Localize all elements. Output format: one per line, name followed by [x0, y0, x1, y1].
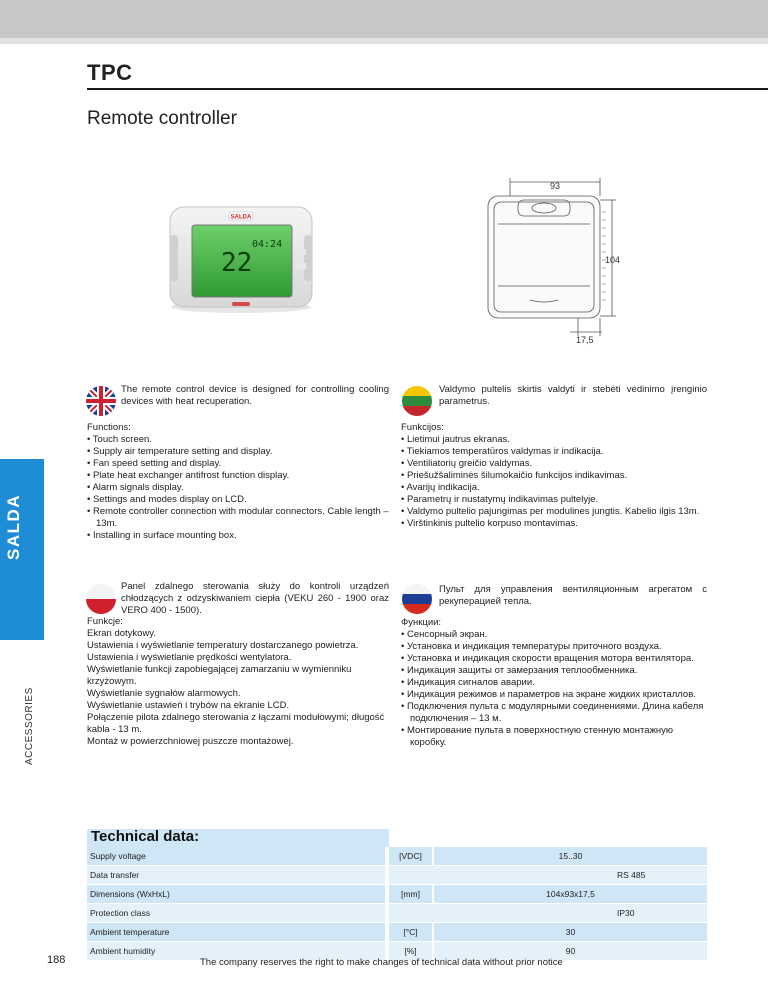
- sidebar-section-label: ACCESSORIES: [24, 687, 35, 765]
- list-item: • Fan speed setting and display.: [87, 458, 222, 469]
- list-item: • Settings and modes display on LCD.: [87, 494, 247, 505]
- table-cell-unit: [VDC]: [389, 847, 432, 865]
- dim-width: 93: [550, 181, 561, 191]
- list-item: Wyświetlanie funkcji zapobiegającej zamarzaniu w wymienniku krzyżowym.: [87, 664, 352, 687]
- page-subtitle: Remote controller: [87, 108, 237, 129]
- list-item: Ustawienia i wyświetlanie temperatury dostarczanego powietrza.: [87, 640, 359, 651]
- top-band-light: [0, 38, 768, 44]
- uk-flag-icon: [86, 386, 116, 416]
- table-cell-value: 15..30: [434, 847, 707, 865]
- table-row: [87, 923, 707, 941]
- svg-text:22: 22: [221, 248, 253, 278]
- svg-text:04:24: 04:24: [252, 239, 283, 250]
- dimension-drawing: [470, 176, 630, 346]
- lt-functions: [401, 422, 707, 530]
- list-item: Połączenie pilota zdalnego sterowania z łączami modułowymi; długość kabla - 13 m.: [87, 712, 385, 735]
- table-cell-value: 30: [434, 923, 707, 941]
- table-cell-label: Protection class: [90, 908, 150, 918]
- tech-data-header: [87, 829, 389, 847]
- pl-functions: [87, 616, 389, 748]
- table-cell-unit: [mm]: [389, 885, 432, 903]
- table-cell-label: Dimensions (WxHxL): [90, 889, 170, 899]
- dim-height: 104: [605, 255, 621, 265]
- page-title: TPC: [87, 60, 133, 85]
- list-item: • Parametrų ir nustatymų indikavimas pultelyje.: [401, 494, 599, 505]
- table-cell-label: Ambient temperature: [90, 927, 170, 937]
- device-photo: [166, 205, 316, 315]
- list-item: • Lietimui jautrus ekranas.: [401, 434, 510, 445]
- tech-data-table: [87, 847, 707, 961]
- en-intro: The remote control device is designed for controlling cooling devices with heat recuperation.: [121, 384, 389, 407]
- list-item: Ustawienia i wyświetlanie prędkości wentylatora.: [87, 652, 292, 663]
- en-heading: Functions:: [87, 422, 131, 433]
- lt-heading: Funkcijos:: [401, 422, 444, 433]
- list-item: • Ventiliatorių greičio valdymas.: [401, 458, 533, 469]
- tech-data-title: Technical data:: [91, 828, 200, 845]
- table-row: [87, 904, 707, 922]
- table-cell-label: Supply voltage: [90, 851, 146, 861]
- list-item: Ekran dotykowy.: [87, 628, 156, 639]
- table-cell-value: 90: [434, 942, 707, 960]
- sidebar-brand-label: SALDA: [4, 493, 23, 560]
- list-item: • Virštinkinis pultelio korpuso montavimas.: [401, 518, 578, 529]
- table-row: [87, 866, 707, 884]
- device-logo: SALDA: [230, 214, 252, 221]
- table-cell-value: IP30: [617, 908, 635, 918]
- list-item: • Установка и индикация температуры приточного воздуха.: [401, 641, 662, 652]
- list-item: • Remote controller connection with modular connectors. Cable length – 13m.: [87, 506, 389, 529]
- pl-intro: Panel zdalnego sterowania służy do kontroli urządzeń chłodzących z odzyskiwaniem ciepła (VEKU 260 - 1900 oraz VERO 400 - 1500).: [121, 581, 389, 616]
- dim-depth: 17,5: [576, 335, 594, 345]
- list-item: • Touch screen.: [87, 434, 152, 445]
- poland-flag-icon: [86, 584, 116, 614]
- russia-flag-icon: [402, 584, 432, 614]
- table-cell-label: Ambient humidity: [90, 946, 156, 956]
- list-item: • Tiekiamos temperatūros valdymas ir indikacija.: [401, 446, 604, 457]
- lithuania-flag-icon: [402, 386, 432, 416]
- list-item: • Valdymo pultelio pajungimas per modulines jungtis. Kabelio ilgis 13m.: [401, 506, 700, 517]
- ru-intro: Пульт для управления вентиляционным агрегатом с рекуперацией тепла.: [439, 584, 707, 607]
- list-item: Wyświetlanie sygnałów alarmowych.: [87, 688, 241, 699]
- en-functions: [87, 422, 389, 542]
- title-rule: [87, 88, 768, 90]
- page-number: 188: [47, 954, 66, 966]
- ru-heading: Функции:: [401, 617, 442, 628]
- list-item: • Подключения пульта с модулярными соединениями. Длина кабеля подключения – 13 м.: [401, 701, 704, 724]
- table-cell-value: 104x93x17,5: [434, 885, 707, 903]
- list-item: • Индикация защиты от замерзания теплообменника.: [401, 665, 638, 676]
- list-item: • Supply air temperature setting and display.: [87, 446, 273, 457]
- list-item: Wyświetlanie ustawień i trybów na ekranie LCD.: [87, 700, 290, 711]
- pl-heading: Funkcje:: [87, 616, 123, 627]
- table-cell-value: RS 485: [617, 870, 646, 880]
- list-item: • Plate heat exchanger antifrost function display.: [87, 470, 290, 481]
- list-item: • Сенсорный экран.: [401, 629, 488, 640]
- list-item: • Монтирование пульта в поверхностную стенную монтажную коробку.: [401, 725, 674, 748]
- top-band: [0, 0, 768, 38]
- list-item: • Индикация режимов и параметров на экране жидких кристаллов.: [401, 689, 696, 700]
- table-row: [87, 847, 707, 865]
- table-row: [87, 885, 707, 903]
- list-item: Montaż w powierzchniowej puszcze montażowej.: [87, 736, 294, 747]
- ru-functions: [401, 617, 707, 749]
- list-item: • Installing in surface mounting box.: [87, 530, 237, 541]
- table-cell-unit: [°C]: [389, 923, 432, 941]
- table-cell-label: Data transfer: [90, 870, 140, 880]
- list-item: • Priešužšaliminės šilumokaičio funkcijos indikavimas.: [401, 470, 628, 481]
- footer-note: The company reserves the right to make changes of technical data without prior notice: [200, 957, 563, 968]
- list-item: • Установка и индикация скорости вращения мотора вентилятора.: [401, 653, 694, 664]
- lt-intro: Valdymo pultelis skirtis valdyti ir stebėti vėdinimo įrenginio parametrus.: [439, 384, 707, 407]
- table-cell-unit: [%]: [389, 942, 432, 960]
- list-item: • Alarm signals display.: [87, 482, 184, 493]
- list-item: • Avarijų indikacija.: [401, 482, 480, 493]
- list-item: • Индикация сигналов аварии.: [401, 677, 535, 688]
